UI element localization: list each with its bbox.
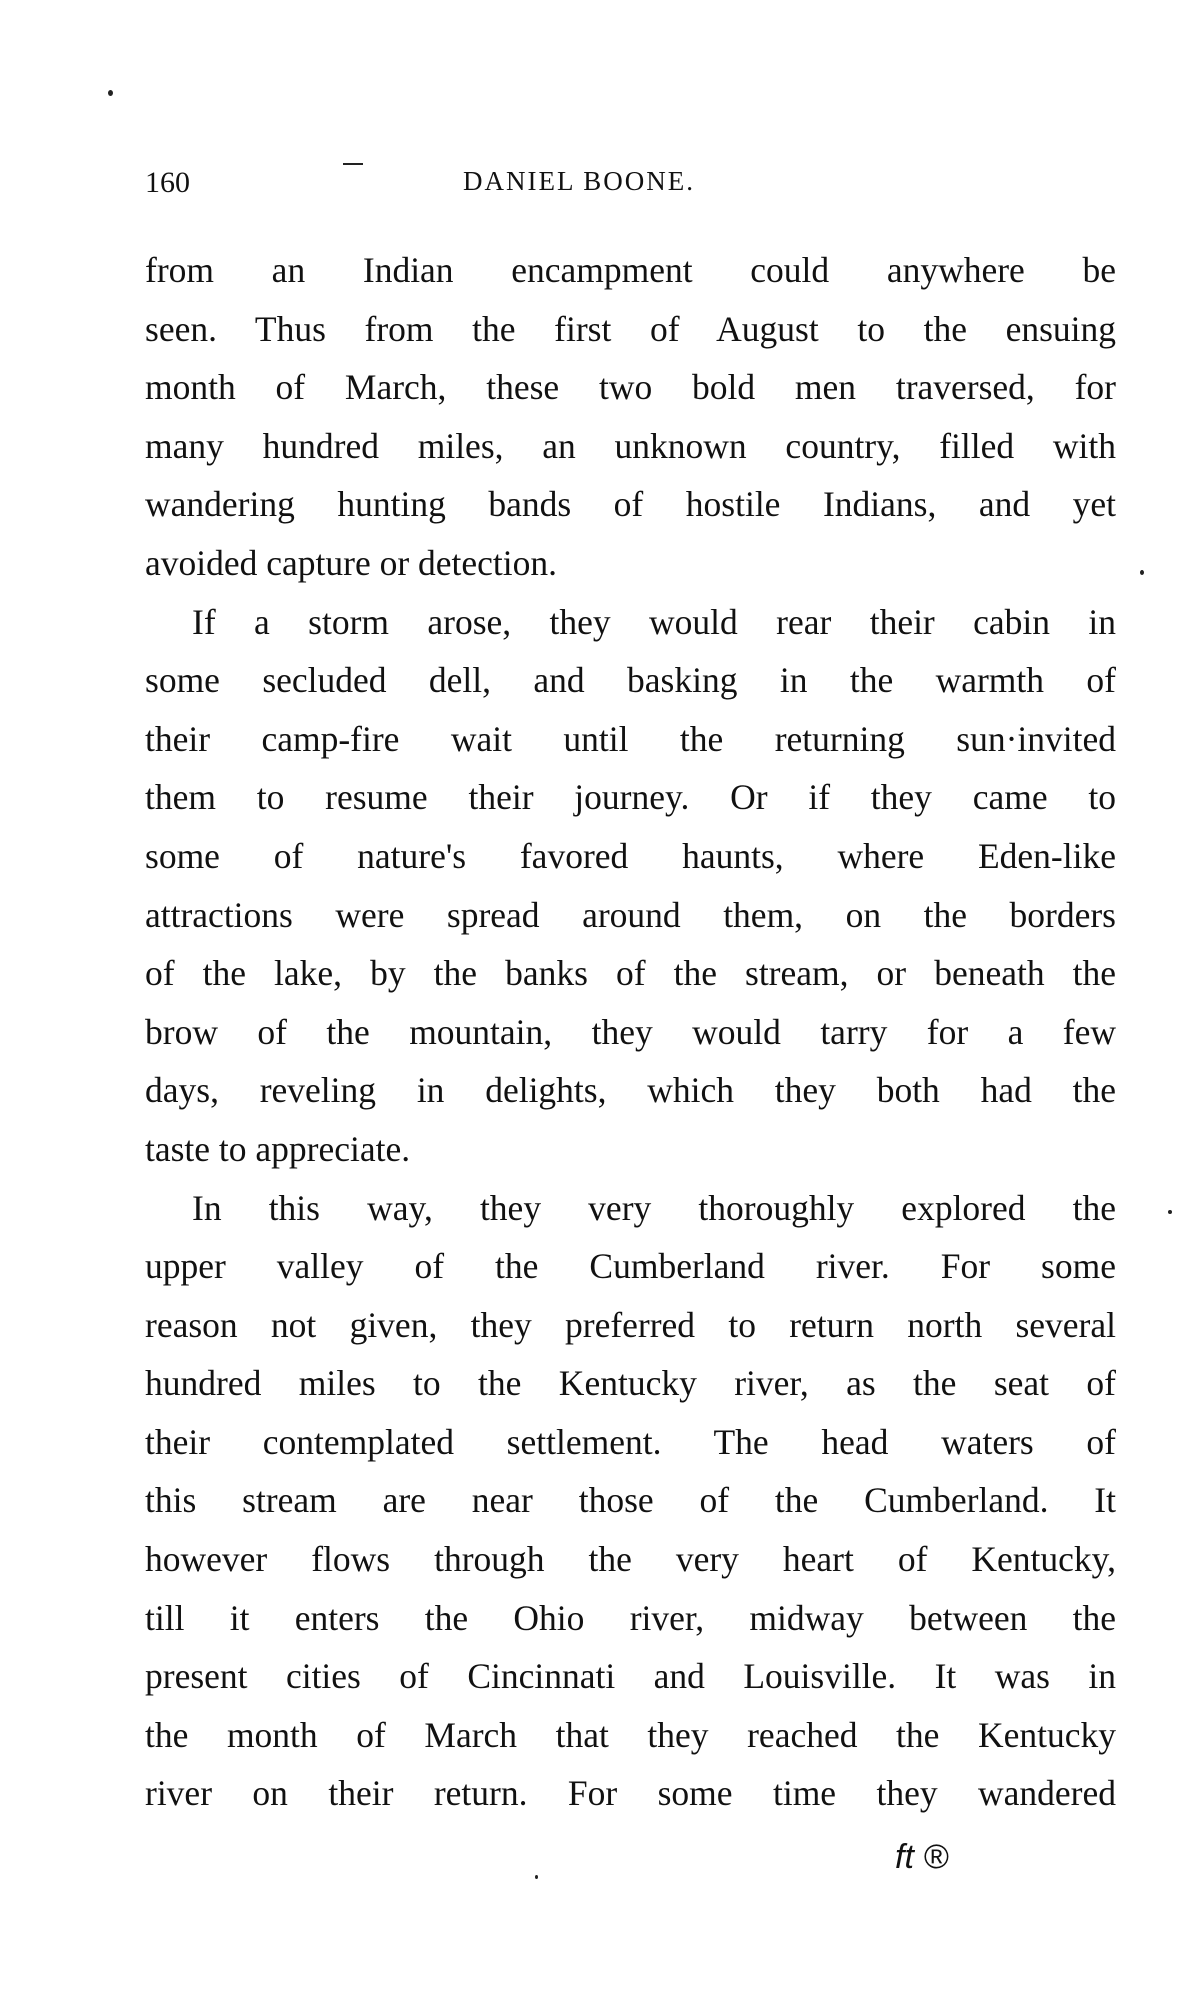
text-line: upper valley of the Cumberland river. For some [145, 1246, 1116, 1287]
text-line: their contemplated settlement. The head waters of [145, 1421, 1116, 1462]
text-line: seen. Thus from the first of August to the ensuing [145, 308, 1116, 349]
text-line: till it enters the Ohio river, midway between the [145, 1597, 1116, 1638]
text-line: however flows through the very heart of Kentucky, [145, 1539, 1116, 1580]
text-line: If a storm arose, they would rear their cabin in [192, 601, 1116, 642]
text-line: river on their return. For some time they wandered [145, 1773, 1116, 1814]
text-line: days, reveling in delights, which they both had the [145, 1070, 1116, 1111]
text-line: from an Indian encampment could anywhere be [145, 250, 1116, 290]
text-line: this stream are near those of the Cumberland. It [145, 1480, 1116, 1521]
scan-speck [343, 163, 363, 165]
footer-mark: ft ® [895, 1838, 949, 1876]
text-line: reason not given, they preferred to return north several [145, 1304, 1116, 1345]
text-line: month of March, these two bold men traversed, for [145, 367, 1116, 408]
text-line: In this way, they very thoroughly explored the [192, 1187, 1116, 1228]
text-line: hundred miles to the Kentucky river, as the seat of [145, 1363, 1116, 1404]
scan-speck [108, 90, 113, 96]
text-line: wandering hunting bands of hostile Indians, and yet [145, 484, 1116, 525]
text-line: brow of the mountain, they would tarry for a few [145, 1011, 1116, 1052]
text-line: avoided capture or detection. [145, 542, 558, 583]
text-line: their camp-fire wait until the returning sun·invited [145, 718, 1116, 759]
running-title: DANIEL BOONE. [463, 166, 695, 196]
text-line: some of nature's favored haunts, where Eden-like [145, 835, 1116, 876]
text-line: them to resume their journey. Or if they came to [145, 777, 1116, 818]
text-line: of the lake, by the banks of the stream, or beneath the [145, 953, 1116, 994]
scan-speck [1168, 1210, 1172, 1214]
scan-speck [1140, 570, 1144, 575]
page-number: 160 [145, 166, 190, 199]
text-line: some secluded dell, and basking in the warmth of [145, 660, 1116, 701]
text-line: the month of March that they reached the Kentucky [145, 1714, 1116, 1755]
text-line: attractions were spread around them, on the borders [145, 894, 1116, 935]
text-line: many hundred miles, an unknown country, filled with [145, 425, 1116, 466]
scan-speck [535, 1875, 538, 1879]
running-header [145, 166, 1116, 212]
text-line: taste to appreciate. [145, 1128, 411, 1169]
body-text [145, 241, 1116, 1823]
text-line: present cities of Cincinnati and Louisville. It was in [145, 1656, 1116, 1697]
